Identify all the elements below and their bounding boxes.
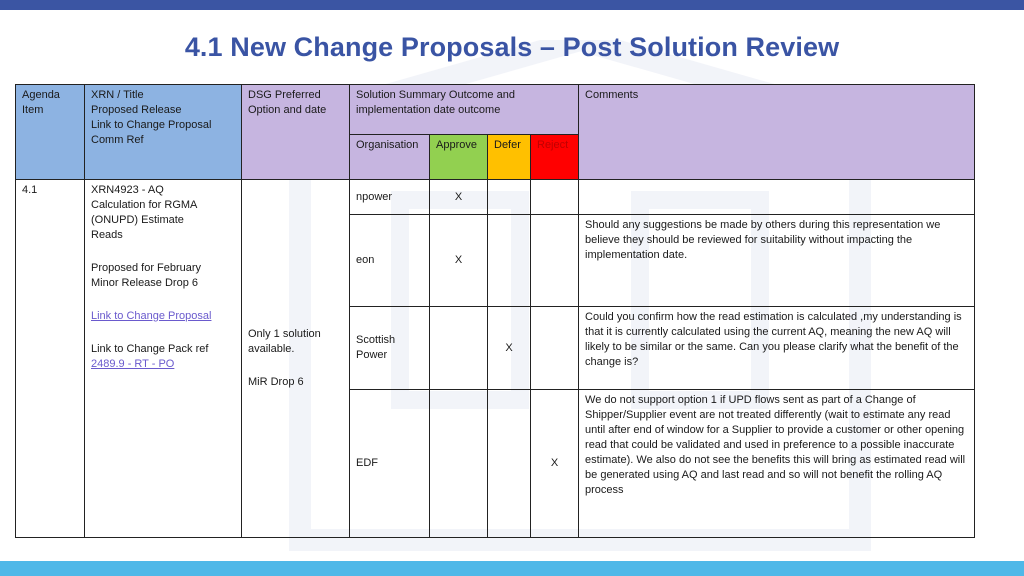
reject-mark (531, 215, 579, 307)
org-name: npower (350, 180, 430, 215)
header-agenda-item: Agenda Item (16, 85, 85, 180)
defer-mark: X (488, 307, 531, 390)
bottom-accent-bar (0, 561, 1024, 576)
dsg-preferred-cell: Only 1 solution available. MiR Drop 6 (242, 180, 350, 538)
proposal-review-table (15, 84, 975, 538)
top-accent-bar (0, 0, 1024, 10)
change-pack-label: Link to Change Pack ref (91, 343, 209, 355)
approve-mark (430, 307, 488, 390)
header-approve: Approve (430, 135, 488, 180)
org-name: eon (350, 215, 430, 307)
org-comment: Could you confirm how the read estimation is calculated ,my understanding is that it is currently calculated using the current AQ, meaning the new AQ will likely to be similar or the same. Can you please clarify what the benefit of the change is? (579, 307, 975, 390)
header-solution-summary: Solution Summary Outcome and implementation date outcome (350, 85, 579, 135)
approve-mark: X (430, 215, 488, 307)
xrn-title-cell: XRN4923 - AQ Calculation for RGMA (ONUPD) Estimate Reads Proposed for February Minor Release Drop 6 Link to Change Proposal Link to Change Pack ref 2489.9 - RT - PO (85, 180, 242, 538)
defer-mark (488, 390, 531, 538)
header-organisation: Organisation (350, 135, 430, 180)
change-pack-link[interactable]: 2489.9 - RT - PO (91, 358, 175, 370)
header-row (16, 85, 975, 135)
header-comments: Comments (579, 85, 975, 180)
org-comment: Should any suggestions be made by others during this representation we believe they should be reviewed for suitability without impacting the implementation date. (579, 215, 975, 307)
defer-mark (488, 215, 531, 307)
org-comment: We do not support option 1 if UPD flows sent as part of a Change of Shipper/Supplier event are not treated differently (wait to estimate any read until after end of window for a Supplier to provide a customer or other opening read that could be validated and used in preference to a possible inaccurate estimate). We also do not see the benefits this will bring as estimated read will be generated using AQ and last read and so will not benefit the rolling AQ process (579, 390, 975, 538)
header-dsg-preferred: DSG Preferred Option and date (242, 85, 350, 180)
table-row (16, 180, 975, 215)
org-name: EDF (350, 390, 430, 538)
defer-mark (488, 180, 531, 215)
reject-mark (531, 307, 579, 390)
header-xrn-title: XRN / Title Proposed Release Link to Change Proposal Comm Ref (85, 85, 242, 180)
header-reject: Reject (531, 135, 579, 180)
agenda-item-cell: 4.1 (16, 180, 85, 538)
change-proposal-link[interactable]: Link to Change Proposal (91, 310, 212, 322)
org-name: Scottish Power (350, 307, 430, 390)
header-defer: Defer (488, 135, 531, 180)
approve-mark: X (430, 180, 488, 215)
org-comment (579, 180, 975, 215)
approve-mark (430, 390, 488, 538)
reject-mark (531, 180, 579, 215)
page-title: 4.1 New Change Proposals – Post Solution Review (184, 32, 840, 62)
reject-mark: X (531, 390, 579, 538)
